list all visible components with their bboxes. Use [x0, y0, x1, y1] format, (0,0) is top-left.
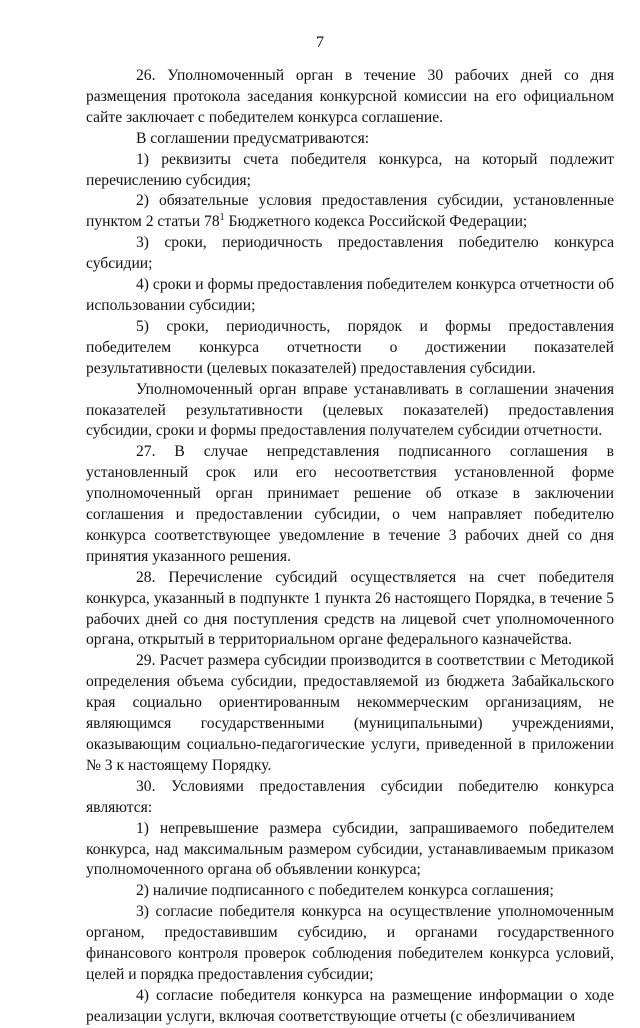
list-item-4: 4) сроки и формы предоставления победителем конкурса отчетности об использовании субсидии; — [86, 276, 614, 314]
paragraph-30: 30. Условиями предоставления субсидии победителю конкурса являются: — [86, 777, 614, 816]
paragraph-27: 27. В случае непредставления подписанного соглашения в установленный срок или его несоответствия установленной форме уполномоченный орган принимает решение об отказе в заключении соглашения и предоставлении субсидии, о чем направляет победителю конкурса соответствующее уведомление в течение 3 рабочих дней со дня принятия указанного решения. — [86, 443, 614, 565]
page-number: 7 — [316, 34, 324, 51]
condition-item-4: 4) согласие победителя конкурса на размещение информации о ходе реализации услуги, включая соответствующие отчеты (с обезличиванием — [86, 986, 614, 1025]
paragraph-26: 26. Уполномоченный орган в течение 30 рабочих дней со дня размещения протокола заседания конкурсной комиссии на его официальном сайте заключает с победителем конкурса соглашение. — [86, 67, 614, 126]
paragraph-authority-right: Уполномоченный орган вправе устанавливать в соглашении значения показателей результативности (целевых показателей) предоставления субсидии, сроки и формы предоставления получателем субсидии отчетности. — [86, 380, 614, 440]
list-item-2-text: 2) обязательные условия предоставления субсидии, установленные пунктом 2 статьи 78 — [86, 192, 614, 231]
paragraph-28: 28. Перечисление субсидий осуществляется на счет победителя конкурса, указанный в подпункте 1 пункта 26 настоящего Порядка, в течение 5 рабочих дней со дня поступления средств на лицевой счет уполномоченного органа, открытый в территориальном органе федерального казначейства. — [86, 568, 614, 649]
list-item-2 — [86, 191, 614, 233]
paragraph-29: 29. Расчет размера субсидии производится в соответствии с Методикой определения объема субсидии, предоставляемой из бюджета Забайкальского края социально ориентированным некоммерческим организациям, не являющимся государственными (муниципальными) учреждениями, оказывающим социально-педагогические услуги, приведенной в приложении № 3 к настоящему Порядку. — [86, 652, 614, 774]
list-item-1: 1) реквизиты счета победителя конкурса, на который подлежит перечислению субсидия; — [86, 150, 614, 189]
document-body — [86, 66, 614, 1028]
condition-item-3: 3) согласие победителя конкурса на осуществление уполномоченным органом, предоставившим субсидию, и органами государственного финансового контроля проверок соблюдения победителем конкурса условий, целей и порядка предоставления субсидии; — [86, 903, 614, 983]
condition-item-1: 1) непревышение размера субсидии, запрашиваемого победителем конкурса, над максимальным размером субсидии, устанавливаемым приказом уполномоченного органа об объявлении конкурса; — [86, 819, 614, 879]
condition-item-2: 2) наличие подписанного с победителем конкурса соглашения; — [136, 882, 554, 900]
superscript: 1 — [219, 212, 225, 224]
list-item-5: 5) сроки, периодичность, порядок и формы предоставления победителем конкурса отчетности о достижении показателей результативности (целевых показателей) предоставления субсидии. — [86, 317, 614, 377]
list-item-3: 3) сроки, периодичность предоставления победителю конкурса субсидии; — [86, 234, 614, 273]
paragraph-agreement-intro: В соглашении предусматриваются: — [136, 129, 370, 147]
list-item-2-text-end: Бюджетного кодекса Российской Федерации; — [224, 213, 528, 231]
